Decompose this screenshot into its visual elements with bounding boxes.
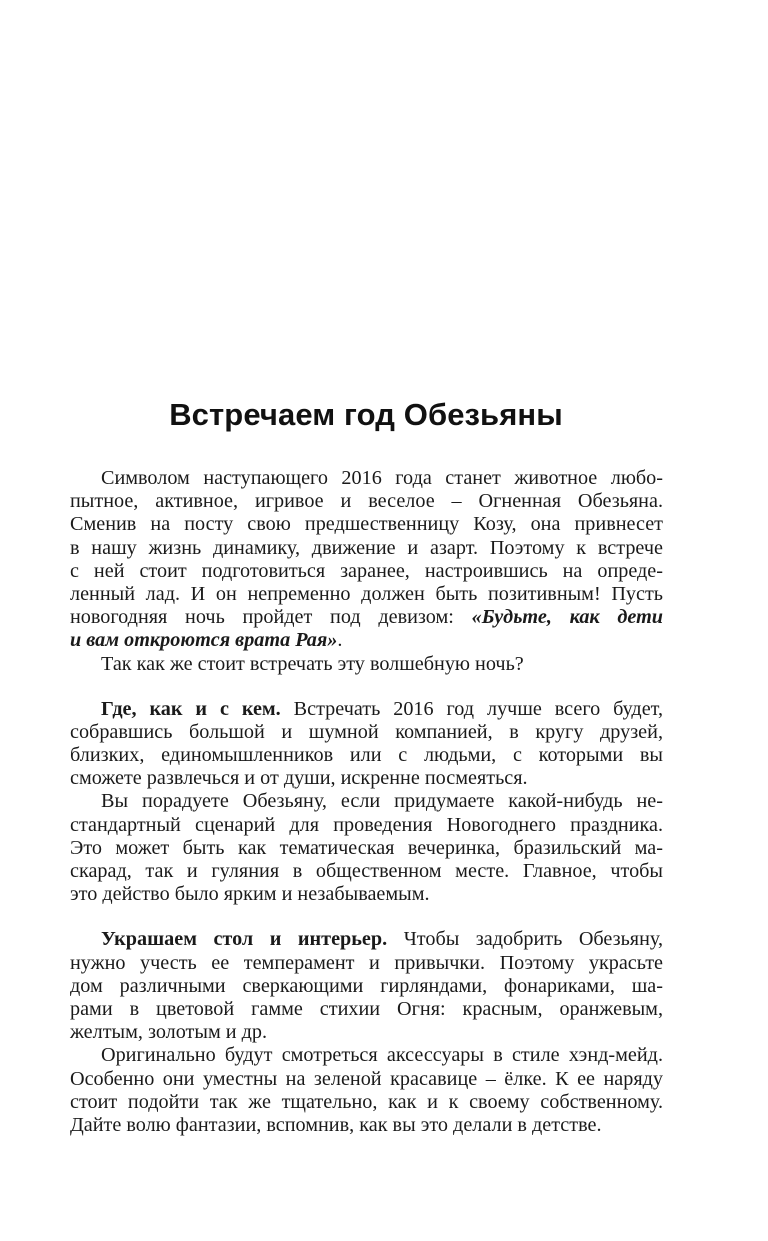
text-line: Дайте волю фантазии, вспомнив, как вы это делали в детстве. xyxy=(70,1113,602,1136)
motto-intro: новогодняя ночь пройдет под девизом: xyxy=(70,606,454,629)
section-heading: Где, как и с кем. xyxy=(101,697,281,720)
text-line-motto xyxy=(70,629,663,652)
text-line: нужно учесть ее темперамент и привычки. Поэтому украсьте xyxy=(70,951,663,974)
paragraph-question xyxy=(70,653,663,676)
text-run: Встречать 2016 год лучше всего будет, xyxy=(293,697,664,720)
section-gap xyxy=(70,676,663,698)
text-line: Так как же стоит встречать эту волшебную ночь? xyxy=(101,652,524,675)
text-line xyxy=(70,928,663,951)
text-line: сможете развлечься и от души, искренне посмеяться. xyxy=(70,767,528,790)
article-body xyxy=(70,467,663,1137)
section-where-how-who xyxy=(70,698,663,907)
text-line: это действо было ярким и незабываемым. xyxy=(70,883,430,906)
text-line: Особенно они уместны на зеленой красавице – ёлке. К ее наряду xyxy=(70,1067,663,1090)
motto-quote-part2: и вам откроются врата Рая» xyxy=(70,629,338,652)
text-line: с ней стоит подготовиться заранее, настроившись на опреде- xyxy=(70,559,663,582)
text-line xyxy=(70,698,663,721)
text-line: Оригинально будут смотреться аксессуары в стиле хэнд-мейд. xyxy=(101,1044,663,1067)
page-title: Встречаем год Обезьяны xyxy=(169,397,563,432)
paragraph-intro xyxy=(70,467,663,653)
text-line: рами в цветовой гамме стихии Огня: красным, оранжевым, xyxy=(70,997,663,1020)
text-line: дом различными сверкающими гирляндами, фонариками, ша- xyxy=(70,974,663,997)
text-line: желтым, золотым и др. xyxy=(70,1021,268,1044)
section-gap xyxy=(70,906,663,928)
text-line: Сменив на посту свою предшественницу Козу, она привнесет xyxy=(70,513,663,536)
motto-quote-part1: «Будьте, как дети xyxy=(471,606,663,629)
text-line: Это может быть как тематическая вечеринка, бразильский ма- xyxy=(70,836,663,859)
text-line: скарад, так и гуляния в общественном месте. Главное, чтобы xyxy=(70,860,663,882)
text-line: собравшись большой и шумной компанией, в кругу друзей, xyxy=(70,720,663,743)
text-line: пытное, активное, игривое и веселое – Огненная Обезьяна. xyxy=(70,490,663,513)
text-line: ленный лад. И он непременно должен быть позитивным! Пусть xyxy=(70,582,663,605)
text-line: в нашу жизнь динамику, движение и азарт. Поэтому к встрече xyxy=(70,536,663,559)
section-heading: Украшаем стол и интерьер. xyxy=(101,928,388,951)
text-run: Чтобы задобрить Обезьяну, xyxy=(403,928,663,951)
text-line: близких, единомышленников или с людьми, с которыми вы xyxy=(70,744,663,767)
motto-end: . xyxy=(337,629,343,652)
section-decorate xyxy=(70,928,663,1137)
text-line-motto xyxy=(70,606,663,629)
text-line: Символом наступающего 2016 года станет животное любо- xyxy=(101,467,663,489)
text-line: стандартный сценарий для проведения Новогоднего праздника. xyxy=(70,813,663,836)
text-line: Вы порадуете Обезьяну, если придумаете какой-нибудь не- xyxy=(101,790,663,813)
text-line: стоит подойти так же тщательно, как и к своему собственному. xyxy=(70,1090,663,1113)
